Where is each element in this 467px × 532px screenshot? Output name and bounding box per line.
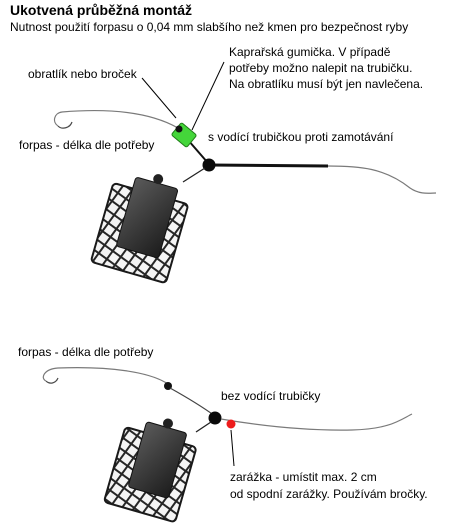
rubber-note-line-3: Na obratlíku musí být jen navlečena.	[229, 77, 424, 91]
bottom-feeder	[104, 408, 202, 523]
top-bead	[203, 159, 216, 172]
note-pointer	[192, 62, 224, 130]
rubber-note-line-2: potřeby možno nalepit na trubičku.	[229, 61, 413, 75]
top-swivel-knot	[176, 126, 183, 133]
bottom-hook	[46, 378, 58, 383]
bottom-leader-line	[43, 368, 168, 384]
top-feeder	[91, 163, 194, 284]
no-tube-label: bez vodící trubičky	[221, 389, 321, 403]
top-tube-line	[188, 140, 208, 163]
stopper-note	[230, 469, 428, 503]
stopper-note-line-1: zarážka - umístit max. 2 cm	[230, 470, 377, 484]
top-hook	[58, 122, 72, 128]
bottom-link-line	[170, 388, 215, 416]
top-feeder-link	[183, 168, 205, 182]
bottom-feeder-link	[196, 422, 211, 432]
stopper-pointer	[231, 430, 234, 466]
bottom-leader-label: forpas - délka dle potřeby	[18, 345, 154, 359]
bottom-main-line	[221, 414, 412, 430]
stopper-note-line-2: od spodní zarážky. Používám bročky.	[230, 487, 428, 501]
page-subtitle: Nutnost použití forpasu o 0,04 mm slabšího než kmen pro bezpečnost ryby	[10, 20, 409, 34]
stopper-bead	[227, 420, 236, 429]
page-title: Ukotvená průběžná montáž	[10, 2, 193, 18]
top-leader-line	[55, 111, 178, 128]
swivel-label: obratlík nebo broček	[28, 67, 137, 81]
rubber-note-line-1: Kaprařská gumička. V případě	[229, 45, 391, 59]
swivel-pointer	[142, 78, 176, 118]
top-tube	[209, 165, 328, 166]
top-leader-label: forpas - délka dle potřeby	[19, 138, 155, 152]
top-main-line	[328, 166, 436, 193]
tube-label: s vodící trubičkou proti zamotávání	[208, 130, 394, 144]
rubber-note	[229, 44, 423, 92]
